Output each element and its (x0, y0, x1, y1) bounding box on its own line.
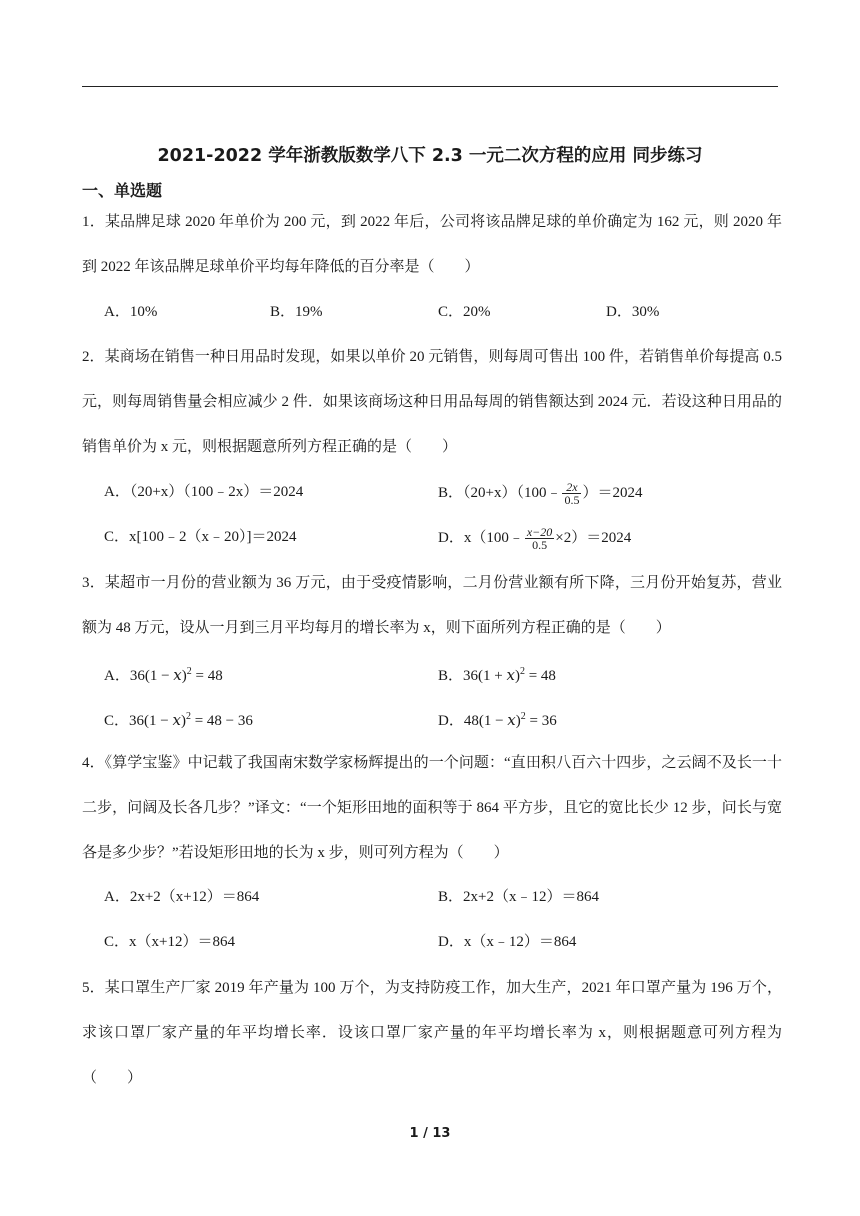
document-title: 2021-2022 学年浙教版数学八下 2.3 一元二次方程的应用 同步练习 (157, 146, 703, 166)
question-5: 5．某口罩生产厂家 2019 年产量为 100 万个，为支持防疫工作，加大生产，2021 年口罩产量为 196 万个，求该口罩厂家产量的年平均增长率．设该口罩厂家产量的年平均增长率为 x，则根据题意可列方程为（ ） (82, 980, 782, 1086)
fraction: $\frac{x-20}{0.5}$ (526, 525, 553, 552)
option-c: C．20% (438, 304, 491, 320)
option-b: B．（20+x）（100﹣ $\frac{2x}{0.5}$ ）＝2024 (438, 480, 643, 507)
option-a: A．2x+2（x+12）＝864 (104, 889, 260, 905)
section-heading: 一、单选题 (82, 181, 163, 200)
option-a: A．$36(1 - x)^2 = 48$ (104, 666, 223, 684)
option-b: B．$36(1 + x)^2 = 48$ (438, 666, 556, 684)
option-c: C．x[100﹣2（x﹣20）]＝2024 (104, 529, 297, 545)
header-rule (82, 86, 778, 87)
option-d: D．30% (606, 304, 660, 320)
question-1: 1．某品牌足球 2020 年单价为 200 元，到 2022 年后，公司将该品牌足球的单价确定为 162 元，则 2020 年到 2022 年该品牌足球单价平均每年降低的百分率是（ ） (82, 214, 782, 275)
question-2: 2．某商场在销售一种日用品时发现，如果以单价 20 元销售，则每周可售出 100 件，若销售单价每提高 0.5 元，则每周销售量会相应减少 2 件．如果该商场这种日用品每周的销售额达到 2024 元．若设这种日用品的销售单价为 x 元，则根据题意所列方程正确的是（ ） (82, 349, 782, 455)
page-number: 1 / 13 (409, 1126, 451, 1141)
option-c: C．$36(1 - x)^2 = 48 - 36$ (104, 711, 253, 729)
option-b: B．19% (270, 304, 323, 320)
option-a: A．10% (104, 304, 158, 320)
option-b: B．2x+2（x﹣12）＝864 (438, 889, 599, 905)
option-d: D．x（x﹣12）＝864 (438, 934, 577, 950)
option-d: D．$48(1 - x)^2 = 36$ (438, 711, 557, 729)
option-d: D．x（100﹣ $\frac{x-20}{0.5}$ ×2）＝2024 (438, 525, 632, 552)
fraction: $\frac{2x}{0.5}$ (564, 480, 580, 507)
question-3: 3．某超市一月份的营业额为 36 万元，由于受疫情影响，二月份营业额有所下降，三月份开始复苏，营业额为 48 万元，设从一月到三月平均每月的增长率为 x，则下面所列方程正确的是（ ） (82, 575, 782, 636)
question-4: 4．《算学宝鉴》中记载了我国南宋数学家杨辉提出的一个问题：“直田积八百六十四步，之云阔不及长一十二步，问阔及长各几步？”译文：“一个矩形田地的面积等于 864 平方步，且它的宽比长少 12 步，问长与宽各是多少步？”若设矩形田地的长为 x 步，则可列方程为（ ） (82, 755, 782, 861)
option-c: C．x（x+12）＝864 (104, 934, 235, 950)
option-a: A．（20+x）（100﹣2x）＝2024 (104, 484, 304, 500)
